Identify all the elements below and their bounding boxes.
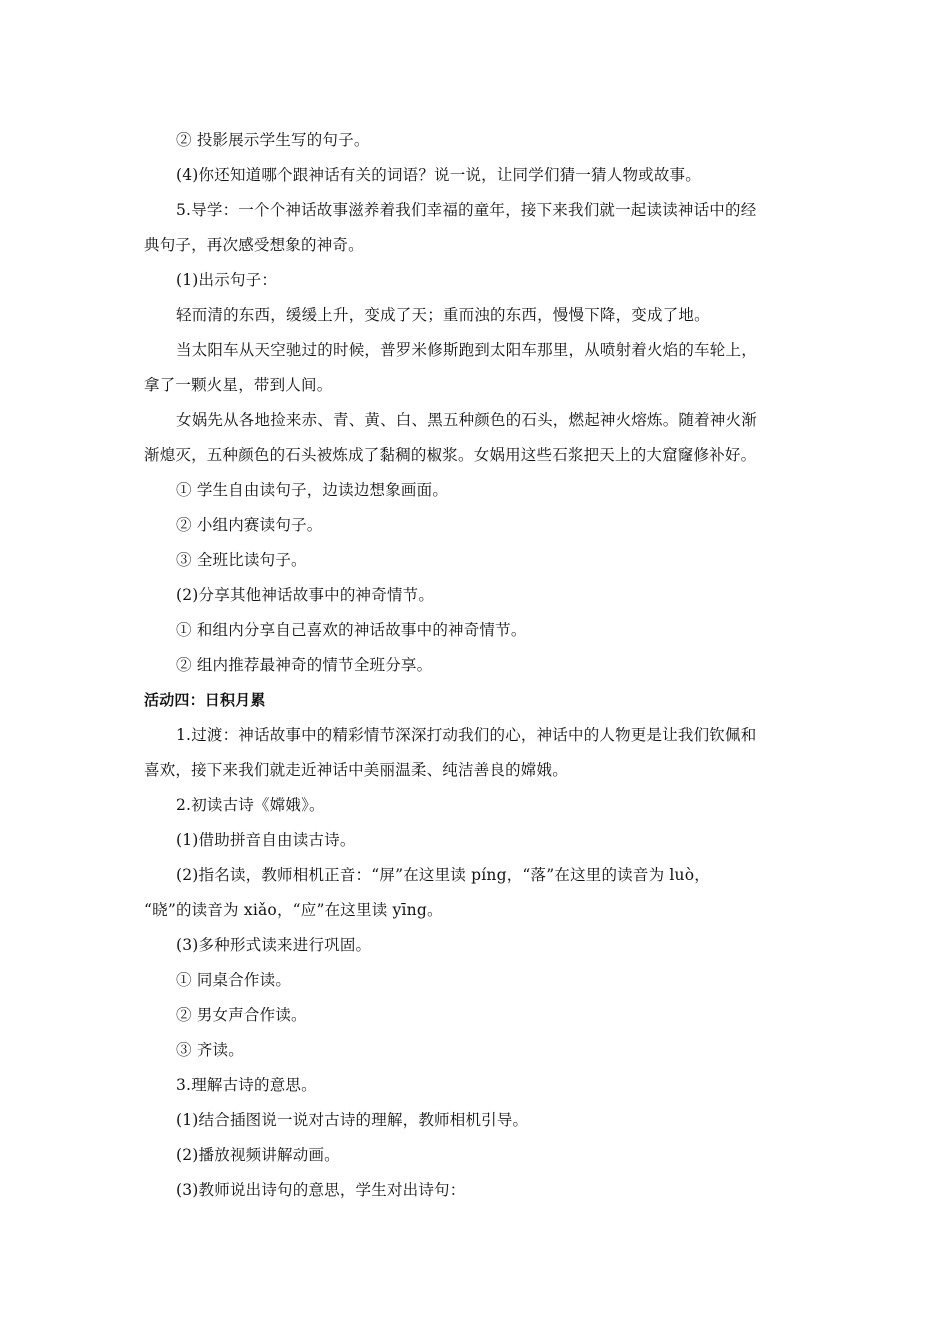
text-line: 5.导学：一个个神话故事滋养着我们幸福的童年，接下来我们就一起读读神话中的经 — [176, 201, 757, 219]
text-line: 渐熄灭，五种颜色的石头被炼成了黏稠的椒浆。女娲用这些石浆把天上的大窟窿修补好。 — [144, 446, 757, 464]
text-line: 典句子，再次感受想象的神奇。 — [144, 236, 364, 254]
text-line: ① 和组内分享自己喜欢的神话故事中的神奇情节。 — [176, 621, 527, 639]
text-line: 女娲先从各地捡来赤、青、黄、白、黑五种颜色的石头，燃起神火熔炼。随着神火渐 — [176, 411, 757, 429]
text-line: 3.理解古诗的意思。 — [176, 1076, 317, 1094]
text-line: (3)多种形式读来进行巩固。 — [176, 936, 372, 954]
text-line: (3)教师说出诗句的意思，学生对出诗句： — [176, 1181, 466, 1199]
text-line: (4)你还知道哪个跟神话有关的词语？说一说，让同学们猜一猜人物或故事。 — [176, 166, 701, 184]
text-line: ② 男女声合作读。 — [176, 1006, 307, 1024]
text-line: ① 同桌合作读。 — [176, 971, 292, 989]
text-line: ① 学生自由读句子，边读边想象画面。 — [176, 481, 449, 499]
text-line: (2)播放视频讲解动画。 — [176, 1146, 340, 1164]
text-line: (1)出示句子： — [176, 271, 278, 289]
text-line: (1)借助拼音自由读古诗。 — [176, 831, 356, 849]
text-line: (2)指名读，教师相机正音：“屏”在这里读 píng，“落”在这里的读音为 luò， — [176, 866, 710, 884]
text-line: “晓”的读音为 xiǎo，“应”在这里读 yīng。 — [144, 901, 443, 919]
text-line: ③ 齐读。 — [176, 1041, 244, 1059]
section-heading: 活动四：日积月累 — [144, 691, 266, 709]
text-line: ③ 全班比读句子。 — [176, 551, 307, 569]
text-line: ② 组内推荐最神奇的情节全班分享。 — [176, 656, 433, 674]
text-line: ② 投影展示学生写的句子。 — [176, 131, 370, 149]
text-line: 轻而清的东西，缓缓上升，变成了天；重而浊的东西，慢慢下降，变成了地。 — [176, 306, 710, 324]
text-line: 1.过渡：神话故事中的精彩情节深深打动我们的心，神话中的人物更是让我们钦佩和 — [176, 726, 757, 744]
text-line: (2)分享其他神话故事中的神奇情节。 — [176, 586, 435, 604]
text-line: ② 小组内赛读句子。 — [176, 516, 323, 534]
text-line: 2.初读古诗《嫦娥》。 — [176, 796, 325, 814]
text-line: 喜欢，接下来我们就走近神话中美丽温柔、纯洁善良的嫦娥。 — [144, 761, 568, 779]
text-line: 拿了一颗火星，带到人间。 — [144, 376, 333, 394]
text-line: (1)结合插图说一说对古诗的理解，教师相机引导。 — [176, 1111, 529, 1129]
text-line: 当太阳车从天空驰过的时候，普罗米修斯跑到太阳车那里，从喷射着火焰的车轮上， — [176, 341, 757, 359]
